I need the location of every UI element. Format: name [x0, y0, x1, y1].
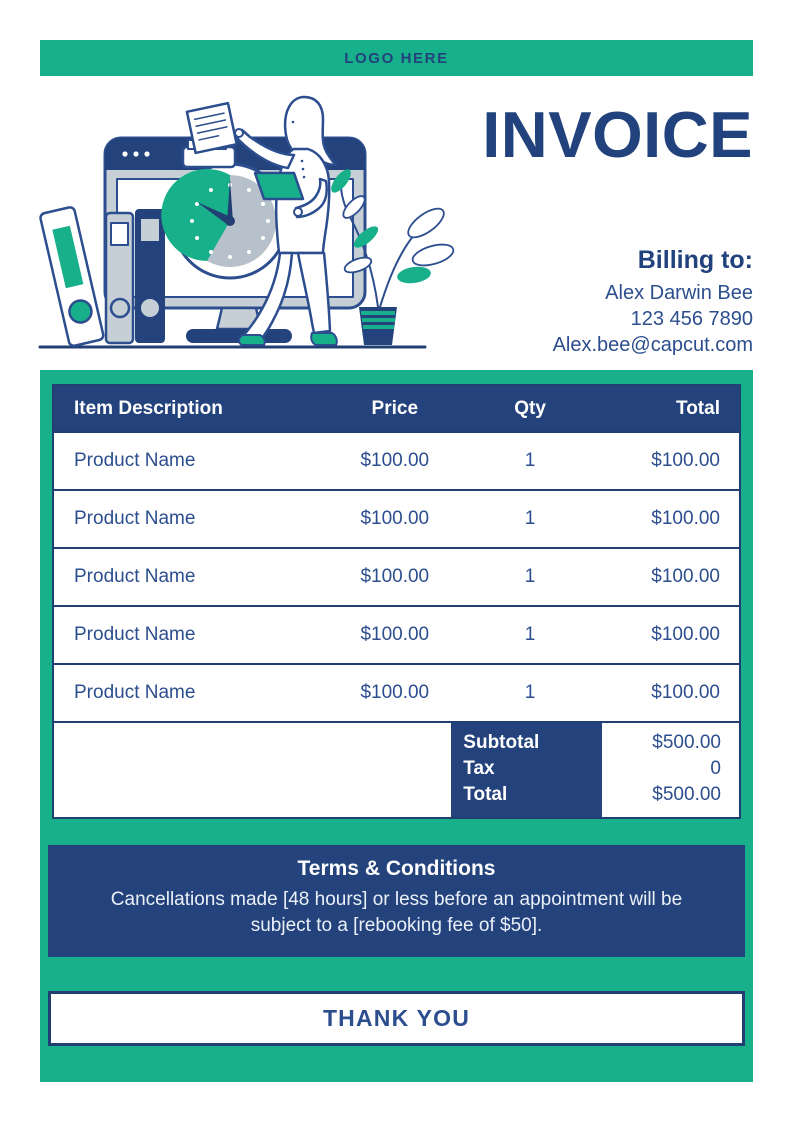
- page-title: INVOICE: [482, 98, 753, 171]
- table-row: [54, 663, 739, 721]
- terms-body: Cancellations made [48 hours] or less before an appointment will be subject to a [rebooking fee of $50].: [110, 889, 683, 936]
- logo-text: LOGO HERE: [344, 49, 449, 67]
- summary-labels: [451, 723, 602, 817]
- cell-price: $100.00: [360, 624, 430, 645]
- cell-total: $100.00: [651, 450, 720, 471]
- cell-desc: Product Name: [74, 508, 196, 529]
- table-row: [54, 431, 739, 489]
- total-value: $500.00: [652, 784, 721, 805]
- cell-qty: 1: [524, 682, 536, 703]
- table-header-row: [54, 386, 739, 431]
- terms-box: [48, 845, 745, 957]
- cell-qty: 1: [524, 508, 536, 529]
- cell-total: $100.00: [651, 566, 720, 587]
- hero-illustration: [36, 95, 456, 353]
- cell-price: $100.00: [360, 508, 430, 529]
- billing-name: Alex Darwin Bee: [605, 282, 753, 304]
- cell-total: $100.00: [651, 682, 720, 703]
- cell-price: $100.00: [360, 682, 430, 703]
- cell-total: $100.00: [651, 508, 720, 529]
- printer-graphic: [183, 103, 237, 167]
- summary-spacer: [54, 723, 451, 817]
- cell-price: $100.00: [360, 566, 430, 587]
- cell-desc: Product Name: [74, 682, 196, 703]
- tax-label: Tax: [463, 758, 495, 779]
- billing-email: Alex.bee@capcut.com: [552, 334, 753, 356]
- table-row: [54, 605, 739, 663]
- table-row: [54, 489, 739, 547]
- binders-graphic: [40, 206, 165, 346]
- cell-price: $100.00: [360, 450, 430, 471]
- subtotal-value: $500.00: [652, 732, 721, 753]
- total-label: Total: [463, 784, 508, 805]
- cell-desc: Product Name: [74, 450, 196, 471]
- cell-qty: 1: [524, 450, 536, 471]
- invoice-panel: [40, 370, 753, 1082]
- summary-values: [602, 723, 739, 817]
- cell-desc: Product Name: [74, 566, 196, 587]
- summary-row: [54, 721, 739, 817]
- cell-desc: Product Name: [74, 624, 196, 645]
- subtotal-label: Subtotal: [463, 732, 540, 753]
- thank-you-box: [48, 991, 745, 1046]
- column-header-qty: Qty: [514, 397, 546, 419]
- cell-total: $100.00: [651, 624, 720, 645]
- billing-block: [553, 246, 753, 358]
- table-row: [54, 547, 739, 605]
- column-header-item: Item Description: [74, 397, 223, 419]
- billing-phone: 123 456 7890: [630, 308, 753, 330]
- cell-qty: 1: [524, 624, 536, 645]
- column-header-total: Total: [676, 397, 720, 419]
- thank-you-text: THANK YOU: [322, 1005, 471, 1031]
- terms-title: Terms & Conditions: [297, 857, 496, 880]
- cell-qty: 1: [524, 566, 536, 587]
- column-header-price: Price: [371, 397, 419, 419]
- logo-bar: [40, 40, 753, 76]
- items-table: [52, 384, 741, 819]
- billing-label: Billing to:: [637, 246, 753, 274]
- tax-value: 0: [710, 758, 721, 779]
